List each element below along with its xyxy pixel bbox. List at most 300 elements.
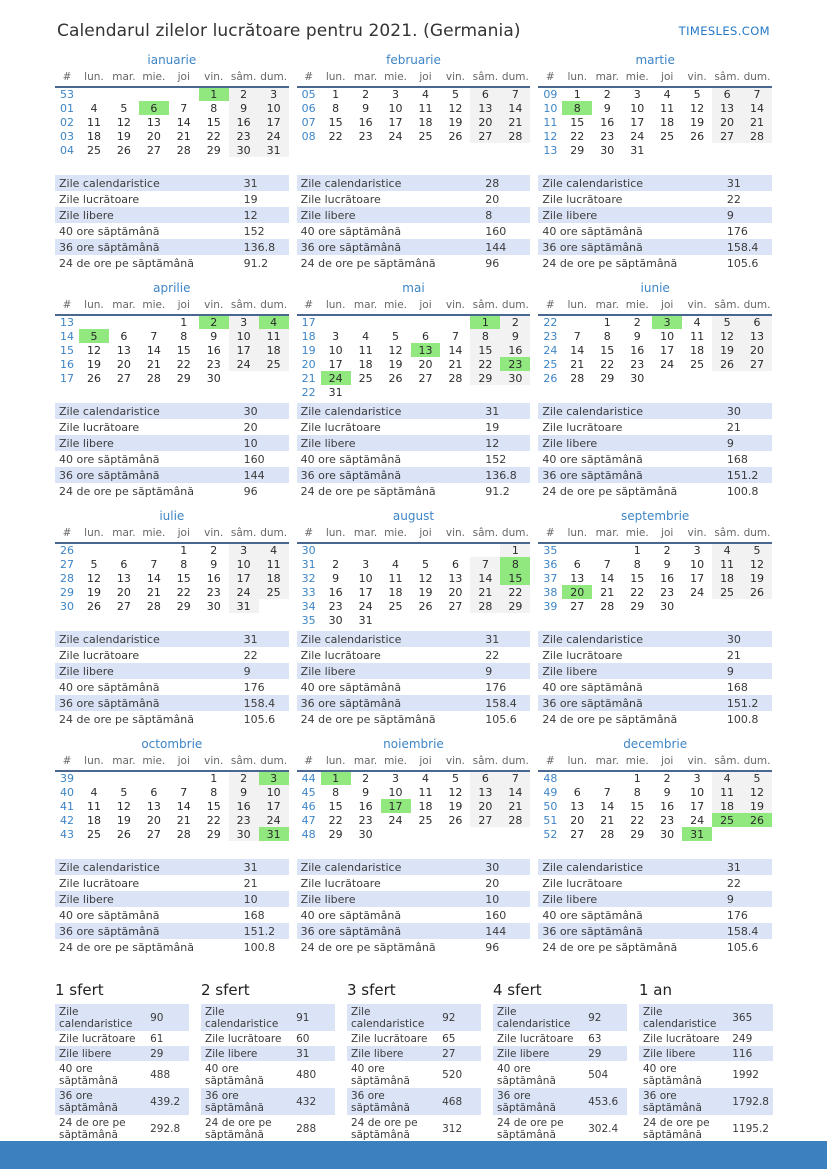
stat-label: Zile lucrătoare	[300, 420, 381, 434]
week-number: 39	[60, 772, 74, 785]
day-cell: 11	[86, 799, 101, 813]
day-cell: 23	[328, 599, 343, 613]
day-header: dum.	[742, 754, 772, 771]
week-number: 09	[543, 88, 558, 101]
day-cell: 21	[570, 357, 585, 371]
day-header: sâm.	[470, 298, 500, 315]
stat-value: 10	[243, 436, 258, 450]
day-cell: 3	[392, 772, 400, 785]
day-cell: 14	[570, 343, 585, 357]
month-stats	[297, 403, 531, 499]
week-row	[55, 585, 289, 599]
day-cell: 14	[146, 571, 161, 585]
holiday-day-cell: 8	[562, 101, 592, 115]
day-cell: 18	[690, 343, 705, 357]
stat-row	[297, 695, 531, 711]
day-cell	[109, 315, 139, 329]
day-header: vin.	[199, 298, 229, 315]
holiday-day-cell: 23	[500, 357, 530, 371]
stat-row	[639, 1031, 773, 1046]
month-title: septembrie	[621, 509, 690, 523]
week-number: 48	[301, 827, 316, 841]
day-cell: 25	[259, 357, 289, 371]
week-row	[297, 827, 531, 841]
stat-row	[55, 891, 289, 907]
week-number: 27	[60, 557, 74, 571]
stat-row	[55, 923, 289, 939]
day-header: joi	[411, 754, 441, 771]
day-cell: 22	[328, 813, 343, 827]
stat-label: Zile calendaristice	[542, 860, 644, 874]
month-calendar	[297, 526, 531, 627]
month-stats	[538, 631, 772, 727]
day-cell	[109, 543, 139, 557]
stat-row	[347, 1115, 481, 1142]
week-row	[538, 799, 772, 813]
stat-label: Zile libere	[300, 664, 356, 678]
day-cell: 29	[630, 827, 645, 841]
brand-link[interactable]: TIMESLES.COM	[678, 24, 770, 38]
month-title: ianuarie	[147, 53, 197, 67]
day-cell: 14	[600, 799, 615, 813]
day-header: mar.	[592, 526, 622, 543]
week-row	[538, 329, 772, 343]
stat-row	[55, 679, 289, 695]
day-cell: 11	[418, 101, 433, 115]
day-header: mar.	[109, 298, 139, 315]
day-cell: 8	[210, 785, 218, 799]
stat-row	[55, 647, 289, 663]
day-cell: 25	[259, 585, 289, 599]
day-header: lun.	[321, 754, 351, 771]
week-number: 26	[60, 544, 74, 557]
stat-row	[538, 891, 772, 907]
week-number: 33	[301, 585, 316, 599]
stat-row	[55, 483, 289, 499]
week-number: 43	[60, 827, 74, 841]
calendar-header-row	[55, 754, 289, 771]
day-cell: 9	[500, 329, 530, 343]
day-cell: 7	[150, 557, 158, 571]
day-header: joi	[411, 298, 441, 315]
stat-value: 19	[243, 192, 258, 206]
day-cell	[381, 613, 411, 627]
stat-value: 91	[296, 1011, 310, 1024]
day-cell: 21	[176, 129, 191, 143]
stat-label: Zile calendaristice	[59, 632, 160, 646]
day-header: vin.	[440, 70, 470, 87]
day-cell: 24	[660, 357, 675, 371]
day-cell	[351, 315, 381, 329]
day-cell	[682, 371, 712, 385]
day-cell: 14	[600, 571, 615, 585]
day-header: sâm.	[470, 754, 500, 771]
stat-value: 96	[243, 484, 258, 498]
week-number: 40	[60, 785, 74, 799]
stat-value: 292.8	[150, 1122, 181, 1135]
stat-row	[538, 859, 772, 875]
stat-row	[538, 467, 772, 483]
week-row	[538, 599, 772, 613]
day-cell: 25	[712, 585, 742, 599]
week-number: 06	[301, 101, 316, 115]
stat-value: 91.2	[485, 484, 510, 498]
day-cell: 5	[742, 771, 772, 785]
day-header: joi	[411, 70, 441, 87]
day-cell: 12	[86, 343, 101, 357]
day-cell: 20	[448, 585, 463, 599]
stat-row	[55, 631, 289, 647]
week-number: 22	[543, 316, 558, 329]
day-cell: 8	[180, 557, 188, 571]
stat-label: Zile lucrătoare	[351, 1032, 428, 1045]
stat-label: 24 de ore pe săptămână	[59, 484, 194, 498]
month-stats	[55, 403, 289, 499]
day-header: lun.	[321, 298, 351, 315]
stat-label: 36 ore săptămână	[205, 1089, 264, 1114]
stat-row	[538, 239, 772, 255]
stat-value: 116	[732, 1047, 753, 1060]
day-header: vin.	[682, 298, 712, 315]
calendar-box	[55, 509, 289, 629]
day-header: dum.	[500, 526, 530, 543]
stat-label: Zile libere	[205, 1047, 258, 1060]
day-cell: 30	[206, 371, 221, 385]
week-number: 15	[60, 343, 74, 357]
day-cell: 25	[660, 129, 675, 143]
day-cell: 10	[259, 101, 289, 115]
day-cell: 30	[328, 613, 343, 627]
day-cell: 22	[630, 585, 645, 599]
day-cell: 11	[388, 571, 403, 585]
week-number: 18	[301, 329, 316, 343]
week-number: 51	[543, 813, 558, 827]
stat-label: 36 ore săptămână	[300, 696, 402, 710]
week-row	[538, 571, 772, 585]
week-number: 08	[301, 129, 316, 143]
month-ianuarie	[55, 53, 289, 271]
week-row	[55, 771, 289, 785]
week-number: 21	[301, 371, 316, 385]
day-header: mie.	[381, 754, 411, 771]
day-header: lun.	[562, 754, 592, 771]
day-cell	[440, 385, 470, 399]
day-cell: 22	[570, 129, 585, 143]
stat-value: 105.6	[726, 940, 759, 954]
week-number: 35	[543, 544, 558, 557]
day-cell: 11	[86, 115, 101, 129]
stat-label: Zile lucrătoare	[542, 648, 623, 662]
day-cell: 12	[116, 799, 131, 813]
day-cell: 2	[603, 88, 611, 101]
day-cell: 14	[500, 785, 530, 799]
calendar-box	[55, 281, 289, 401]
holiday-day-cell: 1	[199, 87, 229, 101]
month-iulie	[55, 509, 289, 727]
day-cell: 27	[418, 371, 433, 385]
stat-value: 480	[296, 1068, 317, 1081]
month-calendar	[55, 526, 289, 613]
week-number: 48	[543, 772, 558, 785]
week-number: 29	[60, 585, 74, 599]
day-cell: 24	[259, 813, 289, 827]
stat-row	[538, 663, 772, 679]
day-cell: 20	[470, 115, 500, 129]
week-row	[55, 143, 289, 157]
week-number: 11	[543, 115, 558, 129]
stat-row	[55, 663, 289, 679]
week-number: 45	[301, 785, 316, 799]
day-cell: 2	[663, 772, 671, 785]
holiday-day-cell: 17	[381, 799, 411, 813]
stat-row	[297, 875, 531, 891]
day-cell: 23	[660, 813, 675, 827]
stat-label: 40 ore săptămână	[59, 680, 160, 694]
day-cell: 1	[180, 316, 188, 329]
stat-label: Zile libere	[643, 1047, 696, 1060]
day-cell: 13	[742, 329, 772, 343]
stat-row	[55, 859, 289, 875]
day-cell: 8	[180, 329, 188, 343]
day-cell: 12	[116, 115, 131, 129]
stat-value: 158.4	[726, 240, 759, 254]
day-cell: 26	[448, 813, 463, 827]
stat-label: Zile libere	[59, 208, 114, 222]
calendar-box	[538, 509, 772, 629]
stat-value: 168	[243, 908, 265, 922]
day-cell: 15	[570, 115, 585, 129]
week-number: 39	[543, 599, 558, 613]
stat-value: 158.4	[726, 924, 759, 938]
stat-value: 176	[726, 224, 748, 238]
stat-label: 40 ore săptămână	[300, 680, 402, 694]
month-calendar	[538, 526, 772, 613]
day-cell	[440, 315, 470, 329]
day-cell: 12	[418, 571, 433, 585]
day-cell: 2	[229, 771, 259, 785]
month-februarie	[297, 53, 531, 271]
day-cell: 19	[742, 571, 772, 585]
day-cell: 28	[146, 599, 161, 613]
day-cell: 21	[742, 115, 772, 129]
stat-label: Zile calendaristice	[300, 176, 402, 190]
quarter-title: 3 sfert	[347, 981, 396, 999]
stat-row	[347, 1031, 481, 1046]
day-cell: 10	[690, 557, 705, 571]
week-row	[55, 785, 289, 799]
summary-stats	[55, 1004, 189, 1142]
day-cell: 25	[418, 129, 433, 143]
day-cell	[351, 543, 381, 557]
day-cell	[500, 613, 530, 627]
stat-row	[297, 255, 531, 271]
day-cell: 1	[500, 543, 530, 557]
day-cell: 4	[421, 772, 429, 785]
stat-value: 151.2	[243, 924, 276, 938]
day-header: mie.	[622, 70, 652, 87]
stat-value: 136.8	[485, 468, 517, 482]
month-calendar	[55, 70, 289, 157]
day-header: vin.	[199, 70, 229, 87]
day-header: dum.	[742, 70, 772, 87]
day-cell: 22	[470, 357, 500, 371]
week-number: 44	[301, 772, 316, 785]
day-cell: 19	[116, 129, 131, 143]
week-number: 25	[543, 357, 558, 371]
stat-label: Zile libere	[351, 1047, 404, 1060]
day-cell: 31	[259, 143, 289, 157]
stat-label: 36 ore săptămână	[497, 1089, 556, 1114]
stat-label: Zile lucrătoare	[542, 876, 623, 890]
month-stats	[55, 631, 289, 727]
stat-row	[639, 1046, 773, 1061]
stat-value: 22	[485, 648, 500, 662]
stat-label: 40 ore săptămână	[351, 1062, 410, 1087]
page-header	[0, 0, 827, 41]
day-cell: 15	[176, 343, 191, 357]
day-cell: 11	[358, 343, 373, 357]
stat-value: 453.6	[588, 1095, 619, 1108]
stat-label: 24 de ore pe săptămână	[351, 1116, 418, 1141]
day-cell: 1	[210, 772, 218, 785]
day-cell: 21	[146, 357, 161, 371]
day-cell: 8	[633, 785, 641, 799]
day-cell: 6	[573, 785, 581, 799]
day-header: sâm.	[712, 526, 742, 543]
day-cell: 6	[120, 557, 128, 571]
stat-label: 24 de ore pe săptămână	[542, 712, 678, 726]
stat-row	[297, 631, 531, 647]
stat-label: 36 ore săptămână	[59, 924, 160, 938]
stat-label: 40 ore săptămână	[643, 1062, 702, 1087]
day-cell: 23	[229, 813, 259, 827]
week-number: 02	[60, 115, 74, 129]
stat-value: 100.8	[243, 940, 276, 954]
stat-label: Zile lucrătoare	[59, 420, 140, 434]
week-number: 47	[301, 813, 316, 827]
day-cell: 25	[358, 371, 373, 385]
stat-value: 31	[726, 176, 741, 190]
day-cell: 31	[328, 385, 343, 399]
day-cell: 10	[358, 571, 373, 585]
day-cell: 13	[146, 799, 161, 813]
day-cell: 20	[116, 357, 131, 371]
stat-value: 9	[726, 892, 734, 906]
week-row	[538, 771, 772, 785]
holiday-day-cell: 25	[712, 813, 742, 827]
day-cell: 5	[451, 88, 459, 101]
day-cell	[440, 613, 470, 627]
stat-value: 439.2	[150, 1095, 181, 1108]
stat-label: Zile lucrătoare	[59, 648, 140, 662]
week-number: 20	[301, 357, 316, 371]
stat-value: 31	[243, 176, 258, 190]
stat-value: 20	[485, 876, 500, 890]
holiday-day-cell: 31	[682, 827, 712, 841]
day-cell: 16	[328, 585, 343, 599]
calendar-header-row	[55, 70, 289, 87]
day-cell: 19	[388, 357, 403, 371]
day-cell: 20	[146, 813, 161, 827]
stat-label: Zile lucrătoare	[497, 1032, 574, 1045]
day-cell: 6	[712, 87, 742, 101]
day-cell: 27	[448, 599, 463, 613]
stat-label: 24 de ore pe săptămână	[643, 1116, 710, 1141]
day-cell: 26	[712, 357, 742, 371]
day-cell: 9	[603, 101, 611, 115]
day-cell: 6	[742, 315, 772, 329]
day-cell: 6	[150, 785, 158, 799]
stat-label: Zile libere	[542, 208, 598, 222]
stat-label: Zile calendaristice	[300, 404, 402, 418]
day-header: lun.	[321, 70, 351, 87]
day-cell: 15	[600, 343, 615, 357]
day-cell: 29	[176, 371, 191, 385]
stat-label: Zile libere	[542, 892, 598, 906]
day-header: #	[55, 754, 79, 771]
day-cell: 29	[570, 143, 585, 157]
week-row	[297, 343, 531, 357]
stat-value: 1195.2	[732, 1122, 769, 1135]
week-row	[55, 115, 289, 129]
day-cell: 23	[630, 357, 645, 371]
week-number: 07	[301, 115, 316, 129]
week-row	[297, 613, 531, 627]
month-iunie	[538, 281, 772, 499]
day-cell: 28	[742, 129, 772, 143]
stat-label: 36 ore săptămână	[542, 696, 643, 710]
day-cell	[411, 827, 441, 841]
stat-label: 36 ore săptămână	[542, 468, 643, 482]
day-cell	[592, 543, 622, 557]
calendar-header-row	[55, 526, 289, 543]
day-cell	[742, 599, 772, 613]
month-calendar	[538, 70, 772, 157]
stat-label: 24 de ore pe săptămână	[205, 1116, 272, 1141]
day-cell: 7	[742, 87, 772, 101]
day-header: dum.	[259, 298, 289, 315]
stat-value: 28	[485, 176, 500, 190]
day-cell: 3	[633, 88, 641, 101]
day-cell: 16	[660, 571, 675, 585]
calendar-box	[538, 737, 772, 857]
quarter-summaries	[0, 981, 827, 1142]
day-cell	[139, 543, 169, 557]
day-cell: 29	[600, 371, 615, 385]
stat-row	[538, 435, 772, 451]
stat-row	[297, 907, 531, 923]
month-stats	[297, 631, 531, 727]
day-cell: 7	[470, 557, 500, 571]
stat-row	[55, 239, 289, 255]
day-cell: 27	[742, 357, 772, 371]
week-row	[538, 543, 772, 557]
stat-row	[55, 191, 289, 207]
day-cell: 30	[358, 827, 373, 841]
month-mai	[297, 281, 531, 499]
stat-label: 24 de ore pe săptămână	[59, 712, 194, 726]
day-cell: 14	[448, 343, 463, 357]
day-header: lun.	[562, 298, 592, 315]
day-cell	[139, 771, 169, 785]
stat-value: 65	[442, 1032, 456, 1045]
stat-label: 36 ore săptămână	[643, 1089, 702, 1114]
stat-row	[55, 467, 289, 483]
stat-row	[201, 1046, 335, 1061]
stat-label: 36 ore săptămână	[542, 240, 643, 254]
stat-row	[297, 891, 531, 907]
day-cell: 5	[712, 315, 742, 329]
